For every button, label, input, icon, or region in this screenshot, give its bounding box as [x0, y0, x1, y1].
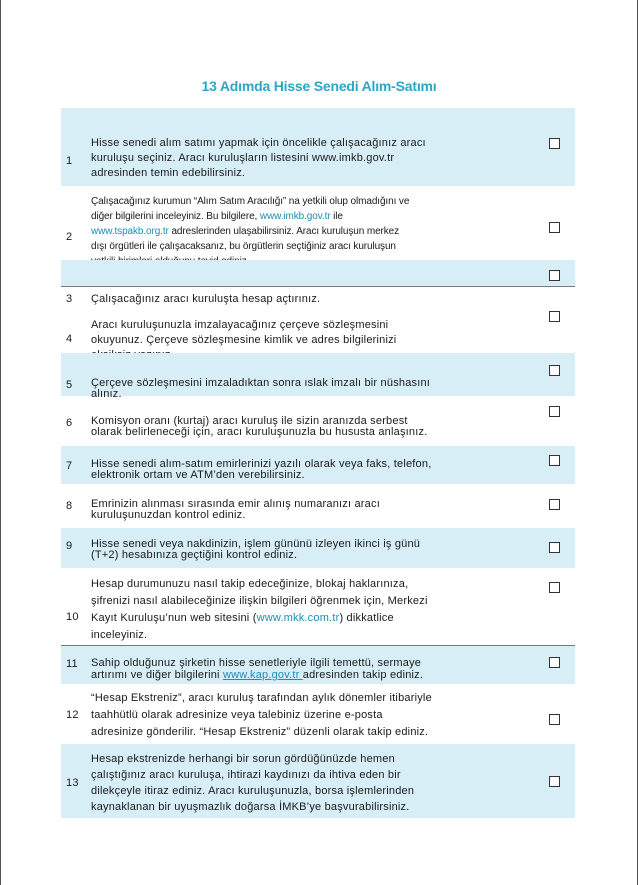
link-tspakb[interactable]: www.tspakb.org.tr	[91, 226, 169, 237]
item-number: 13	[66, 777, 79, 789]
list-item	[61, 484, 575, 528]
list-item	[61, 646, 575, 684]
item-text: Hisse senedi alım satımı yapmak için öncelikle çalışacağınız aracı kuruluşu seçiniz. Aracı kuruluşların listesini www.imkb.gov.tr adresinden temin edebilirsiniz.	[91, 137, 426, 179]
item-text: Hisse senedi alım-satım emirlerinizi yazılı olarak veya faks, telefon, elektronik ortam ve ATM’den verebilirsiniz.	[91, 458, 432, 481]
list-item	[61, 186, 575, 268]
item-text: Çalışacağınız aracı kuruluşta hesap açtırınız.	[91, 293, 321, 305]
checkbox[interactable]	[549, 542, 560, 553]
checkbox[interactable]	[549, 270, 560, 281]
link-mkk[interactable]: www.mkk.com.tr	[256, 612, 340, 624]
item-number: 8	[66, 500, 73, 512]
page-title: 13 Adımda Hisse Senedi Alım-Satımı	[201, 78, 437, 94]
checkbox[interactable]	[549, 406, 560, 417]
list-item	[61, 108, 575, 186]
checkbox[interactable]	[549, 499, 560, 510]
list-item	[61, 307, 575, 353]
item-number: 11	[66, 658, 78, 670]
item-number: 7	[66, 460, 73, 472]
checkbox[interactable]	[549, 311, 560, 322]
item-text: Sahip olduğunuz şirketin hisse senetleriyle ilgili temettü, sermaye artırımı ve diğer bilgilerini www.kap.gov.tr adresinden takip ediniz.	[91, 657, 424, 681]
item-text: Hesap ekstrenizde herhangi bir sorun gördüğünüzde hemen çalıştığınız aracı kuruluşa, ihtirazi kaydınızı da ihtiva eden bir dilekçeyle itiraz ediniz. Aracı kuruluşunuzla, borsa işlemlerinden kaynaklanan bir uyuşmazlık doğarsa İMKB’ye başvurabilirsiniz.	[91, 753, 415, 813]
item-text: “Hesap Ekstreniz”, aracı kuruluş tarafından aylık dönemler itibariyle taahhütlü olarak adresinize veya talebiniz üzerine e-posta adresinize gönderilir. “Hesap Ekstreniz” düzenli olarak takip ediniz.	[91, 692, 432, 738]
checkbox[interactable]	[549, 657, 560, 668]
checkbox[interactable]	[549, 138, 560, 149]
item-text: Komisyon oranı (kurtaj) aracı kuruluş ile sizin aranızda serbest olarak belirleneceği için, aracı kuruluşunuzla bu hususta anlaşınız.	[91, 415, 428, 438]
item-text: Çalışacağınız kurumun “Alım Satım Aracılığı” na yetkili olup olmadığını ve diğer bilgilerini inceleyiniz. Bu bilgilere, www.imkb.gov.tr ile www.tspakb.org.tr adreslerinden ulaşabilirsiniz. Aracı kuruluşun merkez dışı örgütleri ile çalışacaksanız, bu örgütlerin seçtiğiniz aracı kuruluşun	[91, 196, 410, 252]
item-text: Hisse senedi veya nakdinizin, işlem gününü izleyen ikinci iş günü (T+2) hesabınıza geçtiğini kontrol ediniz.	[91, 538, 421, 561]
checkbox[interactable]	[549, 582, 560, 593]
item-number: 6	[66, 417, 73, 429]
item-number: 3	[66, 293, 73, 305]
list-item-blank	[61, 260, 575, 286]
checkbox[interactable]	[549, 222, 560, 233]
list-item	[61, 744, 575, 818]
item-number: 2	[66, 231, 73, 243]
item-number: 4	[66, 333, 73, 345]
list-item	[61, 528, 575, 568]
item-number: 5	[66, 379, 73, 391]
checkbox[interactable]	[549, 714, 560, 725]
item-text: Emrinizin alınması sırasında emir alınış numaranızı aracı kuruluşunuzdan kontrol ediniz.	[91, 498, 380, 521]
link-imkb[interactable]: www.imkb.gov.tr	[259, 211, 331, 222]
page-border-left	[0, 0, 1, 885]
link-kap[interactable]: www.kap.gov.tr	[222, 669, 303, 681]
item-number: 12	[66, 709, 79, 721]
checkbox[interactable]	[549, 455, 560, 466]
list-item	[61, 568, 575, 645]
item-number: 9	[66, 540, 73, 552]
item-text: Hesap durumunuzu nasıl takip edeceğinize, blokaj haklarınıza, şifrenizi nasıl alabileceğinize ilişkin bilgileri öğrenmek için, Merkezi Kayıt Kuruluşu’nun web sitesini (www.mkk.com.tr) dikkatlice inceleyiniz.	[91, 578, 428, 641]
item-text: Çerçeve sözleşmesini imzaladıktan sonra ıslak imzalı bir nüshasını alınız.	[91, 377, 431, 400]
checkbox[interactable]	[549, 776, 560, 787]
list-item	[61, 353, 575, 400]
item-text: Aracı kuruluşunuzla imzalayacağınız çerçeve sözleşmesini okuyunuz. Çerçeve sözleşmesine kimlik ve adres bilgilerinizi	[91, 319, 397, 346]
list-item	[61, 684, 575, 744]
list-item	[61, 396, 575, 436]
item-number: 1	[66, 155, 73, 167]
item-number: 10	[66, 611, 79, 623]
checkbox[interactable]	[549, 365, 560, 376]
list-item	[61, 287, 575, 307]
list-item	[61, 446, 575, 484]
